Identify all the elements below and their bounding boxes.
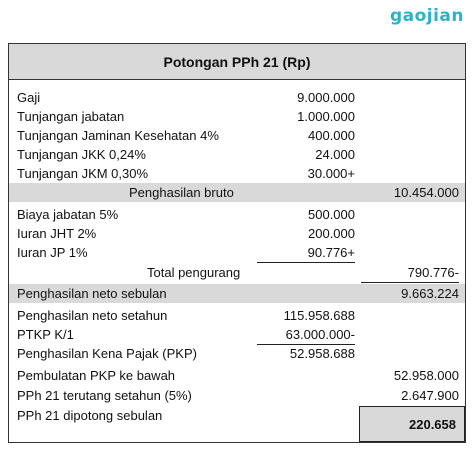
pph21-sebulan-total: 220.658 bbox=[409, 416, 456, 432]
gaojian-logo: gaojian bbox=[389, 6, 464, 26]
row-value: 9.000.000 bbox=[297, 90, 355, 105]
row-label: Tunjangan Jaminan Kesehatan 4% bbox=[17, 128, 219, 143]
row-label: Biaya jabatan 5% bbox=[17, 207, 119, 222]
row-label: Gaji bbox=[17, 90, 41, 105]
row-tunjangan-jkm bbox=[9, 164, 465, 183]
row-total: 10.454.000 bbox=[393, 185, 459, 200]
row-value: 24.000 bbox=[315, 147, 355, 162]
row-neto-sebulan bbox=[9, 284, 465, 303]
row-label: Penghasilan neto sebulan bbox=[17, 286, 167, 301]
row-label: Iuran JHT 2% bbox=[17, 226, 97, 241]
row-label: Pembulatan PKP ke bawah bbox=[17, 368, 176, 383]
row-ptkp bbox=[9, 325, 465, 344]
row-gaji bbox=[9, 88, 465, 107]
row-total: 790.776- bbox=[361, 263, 459, 283]
row-label: Penghasilan bruto bbox=[129, 185, 234, 200]
row-tunjangan-jkk bbox=[9, 145, 465, 164]
row-value: 30.000+ bbox=[257, 164, 355, 184]
row-value: 400.000 bbox=[308, 128, 355, 143]
row-label: Penghasilan neto setahun bbox=[17, 308, 168, 323]
row-pkp bbox=[9, 344, 465, 363]
row-label: Tunjangan jabatan bbox=[17, 109, 125, 124]
row-pembulatan-pkp bbox=[9, 366, 465, 385]
pph21-table bbox=[8, 43, 466, 443]
row-label: Tunjangan JKM 0,30% bbox=[17, 166, 149, 181]
row-biaya-jabatan bbox=[9, 205, 465, 224]
row-value: 63.000.000- bbox=[257, 325, 355, 345]
pph21-sebulan-total-box bbox=[359, 406, 465, 442]
row-value: 1.000.000 bbox=[297, 109, 355, 124]
row-pph21-setahun bbox=[9, 386, 465, 405]
row-neto-setahun bbox=[9, 306, 465, 325]
row-label: PPh 21 dipotong sebulan bbox=[17, 408, 163, 423]
row-label: Tunjangan JKK 0,24% bbox=[17, 147, 146, 162]
row-total: 2.647.900 bbox=[401, 388, 459, 403]
row-total: 9.663.224 bbox=[401, 286, 459, 301]
row-label: Total pengurang bbox=[147, 265, 241, 280]
row-value: 500.000 bbox=[308, 207, 355, 222]
row-tunjangan-jabatan bbox=[9, 107, 465, 126]
row-label: Iuran JP 1% bbox=[17, 245, 88, 260]
row-value: 200.000 bbox=[308, 226, 355, 241]
row-value: 115.958.688 bbox=[283, 308, 355, 323]
row-iuran-jht bbox=[9, 224, 465, 243]
table-title: Potongan PPh 21 (Rp) bbox=[9, 44, 465, 80]
row-value: 52.958.688 bbox=[289, 346, 355, 361]
row-label: PPh 21 terutang setahun (5%) bbox=[17, 388, 192, 403]
row-penghasilan-bruto bbox=[9, 183, 465, 202]
row-value: 90.776+ bbox=[257, 243, 355, 263]
row-total: 52.958.000 bbox=[393, 368, 459, 383]
row-label: PTKP K/1 bbox=[17, 327, 74, 342]
row-total-pengurang bbox=[9, 263, 465, 282]
row-label: Penghasilan Kena Pajak (PKP) bbox=[17, 346, 197, 361]
row-tunjangan-kesehatan bbox=[9, 126, 465, 145]
row-iuran-jp bbox=[9, 243, 465, 262]
